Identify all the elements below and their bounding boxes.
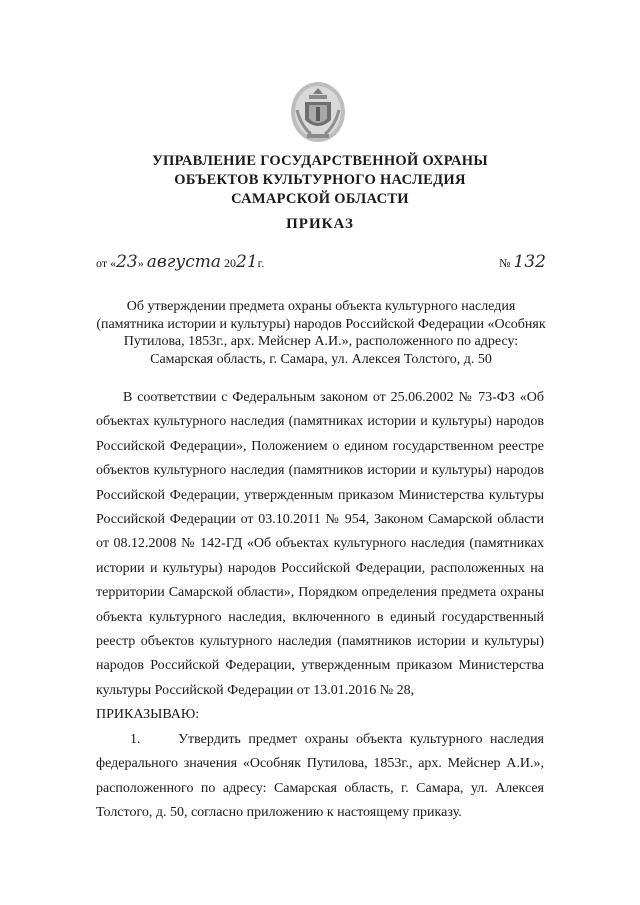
order-body [96, 386, 544, 825]
date-year-suffix: 21 [236, 252, 258, 272]
order-number-field [499, 252, 546, 272]
order-number: 132 [513, 252, 546, 272]
date-number-line [96, 248, 546, 278]
document-type-title: ПРИКАЗ [286, 216, 354, 232]
date-mid: » [137, 256, 144, 270]
org-line-2: ОБЪЕКТОВ КУЛЬТУРНОГО НАСЛЕДИЯ [174, 172, 466, 188]
preamble-paragraph: В соответствии с Федеральным законом от 25.06.2002 № 73-ФЗ «Об объектах культурного наследия (памятниках истории и культуры) народов Российской Федерации», Положением о едином государственном реестре объектов культурного наследия (памятников истории и культуры) народов Российской Федерации, утвержденным приказом Министерства культуры Российской Федерации от 03.10.2011 № 954, Законом Самарской области от 08.12.2008 № 142-ГД «Об объектах культурного наследия (памятниках истории и культуры) народов Российской Федерации, расположенных на территории Самарской области», Порядком определения предмета охраны объекта культурного наследия, включенного в единый государственный реестр объектов культурного наследия (памятников истории и культуры) народов Российской Федерации, утвержденным приказом Министерства культуры Российской Федерации от 13.01.2016 № 28, [96, 390, 544, 698]
org-line-1: УПРАВЛЕНИЕ ГОСУДАРСТВЕННОЙ ОХРАНЫ [152, 153, 488, 169]
order-subject [96, 298, 546, 368]
date-year-prefix: 20 [224, 256, 236, 270]
organization-name [80, 152, 560, 209]
coat-of-arms-emblem [289, 80, 347, 144]
subject-line-1: Об утверждении предмета охраны объекта культурного наследия [126, 299, 516, 314]
date-field [96, 252, 264, 272]
date-prefix: от « [96, 256, 117, 270]
date-year-unit: г. [257, 256, 265, 270]
number-prefix: № [499, 256, 511, 270]
date-day: 23 [116, 252, 138, 272]
order-word: ПРИКАЗЫВАЮ: [96, 707, 200, 723]
org-line-3: САМАРСКОЙ ОБЛАСТИ [231, 191, 409, 207]
subject-line-3: Путилова, 1853г., арх. Мейснер А.И.», расположенного по адресу: [123, 334, 519, 349]
item-1-number: 1. [130, 731, 141, 747]
date-month: августа [146, 252, 221, 272]
item-1-paragraph [96, 728, 544, 826]
subject-line-4: Самарская область, г. Самара, ул. Алексея Толстого, д. 50 [150, 351, 492, 367]
subject-line-2: (памятника истории и культуры) народов Российской Федерации «Особняк [96, 316, 546, 332]
item-1-text: Утвердить предмет охраны объекта культурного наследия федерального значения «Особняк Путилова, 1853г., арх. Мейснер А.И.», расположенного по адресу: Самарская область, г. Самара, ул. Алексея Толстого, д. 50, согласно приложению к настоящему приказу. [96, 731, 544, 820]
